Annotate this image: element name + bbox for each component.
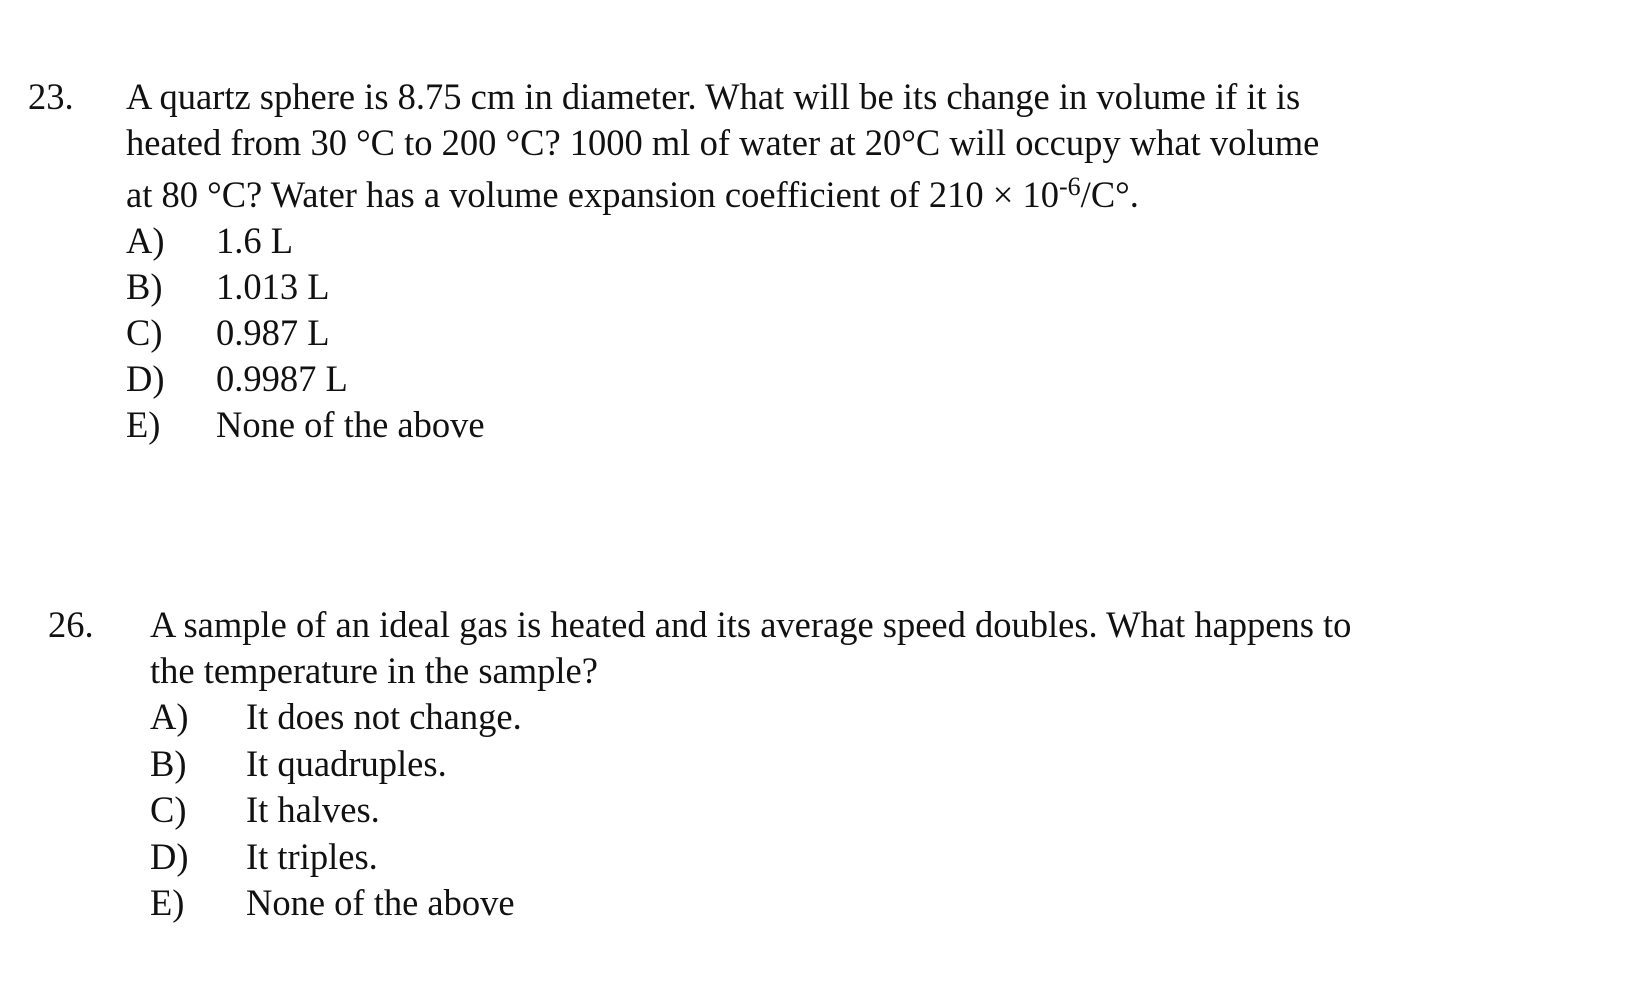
answer-choice[interactable] (126, 356, 1588, 402)
answer-choice[interactable] (126, 264, 1588, 310)
question-text-line (126, 172, 1588, 218)
choice-text: 0.9987 L (216, 358, 348, 399)
choice-letter: C) (126, 312, 163, 353)
answer-choice[interactable] (150, 694, 1638, 741)
answer-choice[interactable] (150, 834, 1638, 881)
answer-choices (150, 694, 1638, 927)
choice-text: 1.013 L (216, 266, 330, 307)
choice-text: It halves. (246, 789, 380, 830)
question-text-line: the temperature in the sample? (150, 650, 598, 691)
answer-choice[interactable] (126, 218, 1588, 264)
question-text (150, 602, 1638, 694)
question-text-segment: /C°. (1080, 174, 1139, 215)
choice-text: 1.6 L (216, 220, 294, 261)
choice-letter: C) (150, 789, 187, 830)
answer-choice[interactable] (150, 787, 1638, 834)
question-text-segment: at 80 °C? Water has a volume expansion coefficient of 210 × 10 (126, 174, 1059, 215)
choice-text: It quadruples. (246, 742, 447, 784)
answer-choice[interactable] (126, 402, 1588, 448)
answer-choice[interactable] (126, 310, 1588, 356)
question-23 (28, 74, 1588, 448)
exponent: -6 (1059, 172, 1081, 201)
answer-choice[interactable] (150, 880, 1638, 927)
choice-text: It triples. (246, 835, 378, 877)
question-text-line: heated from 30 °C to 200 °C? 1000 ml of water at 20°C will occupy what volume (126, 122, 1320, 163)
question-number: 23. (28, 76, 74, 117)
choice-letter: B) (126, 266, 163, 307)
choice-letter: A) (150, 696, 189, 737)
answer-choices (126, 218, 1588, 448)
answer-choice[interactable] (150, 741, 1638, 788)
choice-letter: E) (126, 404, 161, 445)
choice-text: None of the above (246, 882, 515, 923)
question-stem (28, 74, 1588, 218)
choice-text: 0.987 L (216, 312, 330, 353)
choice-letter: E) (150, 882, 185, 923)
question-text-line: A quartz sphere is 8.75 cm in diameter. What will be its change in volume if it is (126, 76, 1301, 117)
choice-letter: B) (150, 742, 187, 784)
choice-text: It does not change. (246, 696, 522, 737)
choice-letter: D) (126, 358, 165, 399)
choice-letter: D) (150, 835, 189, 877)
choice-text: None of the above (216, 404, 485, 445)
question-text-line: A sample of an ideal gas is heated and its average speed doubles. What happens to (150, 604, 1352, 645)
choice-letter: A) (126, 220, 165, 261)
question-text (126, 74, 1588, 218)
question-stem (48, 602, 1638, 694)
question-26 (48, 602, 1638, 927)
question-number: 26. (48, 604, 94, 645)
